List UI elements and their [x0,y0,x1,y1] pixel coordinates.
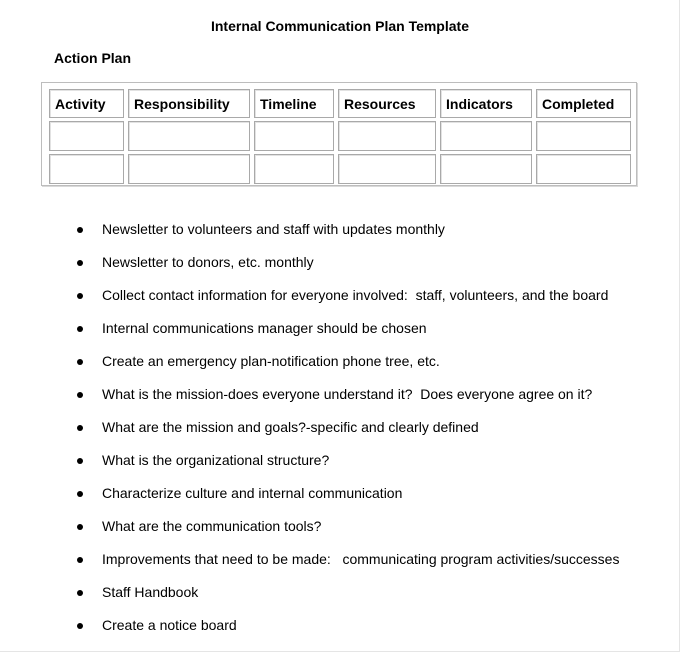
table-cell[interactable] [536,121,631,151]
bullet-icon [77,458,83,464]
list-item-text: What is the mission-does everyone understand it? Does everyone agree on it? [102,386,593,402]
list-item [0,477,680,510]
bullet-list [0,213,680,642]
list-item-text: Internal communications manager should be chosen [102,320,427,336]
table-row [49,121,631,151]
bullet-icon [77,590,83,596]
list-item-text: Newsletter to donors, etc. monthly [102,254,314,270]
table-cell[interactable] [49,154,124,184]
list-item-text: Newsletter to volunteers and staff with updates monthly [102,221,445,237]
table-cell[interactable] [338,121,436,151]
bullet-icon [77,491,83,497]
bullet-icon [77,359,83,365]
table-cell[interactable] [49,121,124,151]
document-title: Internal Communication Plan Template [210,18,469,34]
table-cell[interactable] [440,154,532,184]
list-item [0,312,680,345]
header-resources: Resources [338,89,436,118]
bullet-icon [77,425,83,431]
action-plan-table [45,86,635,187]
list-item [0,378,680,411]
list-item-text: What are the mission and goals?-specific and clearly defined [102,419,479,435]
list-item [0,411,680,444]
list-item [0,609,680,642]
list-item [0,213,680,246]
action-plan-table-frame [41,82,637,186]
list-item-text: Create a notice board [102,617,237,633]
bullet-icon [77,326,83,332]
header-responsibility: Responsibility [128,89,250,118]
bullet-icon [77,623,83,629]
bullet-icon [77,260,83,266]
list-item [0,279,680,312]
table-cell[interactable] [128,121,250,151]
list-item [0,543,680,576]
list-item-text: Characterize culture and internal communication [102,485,403,501]
list-item-text: What are the communication tools? [102,518,322,534]
list-item [0,246,680,279]
bullet-icon [77,293,83,299]
list-item-text: Collect contact information for everyone involved: staff, volunteers, and the board [102,287,609,303]
table-cell[interactable] [440,121,532,151]
list-item [0,576,680,609]
header-timeline: Timeline [254,89,334,118]
table-header-row [49,89,631,118]
action-plan-heading: Action Plan [54,50,132,66]
header-activity: Activity [49,89,124,118]
list-item [0,444,680,477]
list-item-text: Create an emergency plan-notification phone tree, etc. [102,353,440,369]
header-completed: Completed [536,89,631,118]
table-cell[interactable] [128,154,250,184]
list-item-text: What is the organizational structure? [102,452,330,468]
list-item [0,510,680,543]
bullet-icon [77,557,83,563]
list-item-text: Staff Handbook [102,584,199,600]
header-indicators: Indicators [440,89,532,118]
bullet-icon [77,227,83,233]
bullet-icon [77,524,83,530]
table-cell[interactable] [338,154,436,184]
table-cell[interactable] [254,121,334,151]
list-item-text: Improvements that need to be made: communicating program activities/successes [102,551,620,567]
table-cell[interactable] [254,154,334,184]
table-row [49,154,631,184]
bullet-icon [77,392,83,398]
list-item [0,345,680,378]
table-cell[interactable] [536,154,631,184]
